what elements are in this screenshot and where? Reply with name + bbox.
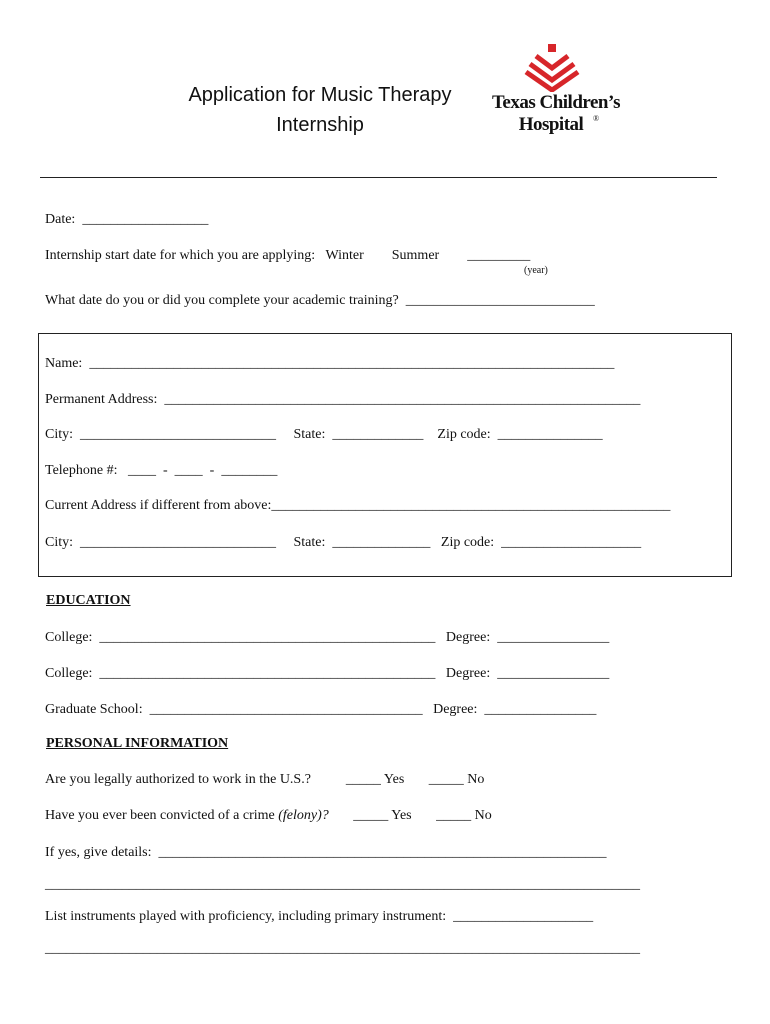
current-address-field[interactable]: Current Address if different from above:_________________________________________________________ (45, 498, 671, 513)
instruments-line[interactable]: _____________________________________________________________________________________ (45, 941, 640, 956)
current-city-state-zip-field[interactable]: City: ____________________________ State: ______________ Zip code: ____________________ (45, 535, 642, 550)
header-divider (40, 177, 717, 178)
year-label: (year) (524, 265, 548, 276)
felony-question-italic: (felony)? (278, 808, 329, 823)
details-field[interactable]: If yes, give details: ________________________________________________________________ (45, 845, 607, 860)
form-title-line-1: Application for Music Therapy (188, 84, 452, 106)
felony-question-options[interactable]: _____ Yes _____ No (328, 808, 492, 823)
permanent-address-field[interactable]: Permanent Address: ____________________________________________________________________ (45, 392, 641, 407)
logo-line-1: Texas Children’s (491, 92, 621, 113)
personal-information-heading: PERSONAL INFORMATION (46, 736, 229, 751)
registered-mark: ® (593, 114, 600, 123)
telephone-field[interactable]: Telephone #: ____ - ____ - ________ (45, 463, 278, 478)
work-authorization-question[interactable]: Are you legally authorized to work in the U.S.? _____ Yes _____ No (45, 772, 485, 787)
education-heading: EDUCATION (46, 593, 131, 608)
details-line[interactable]: _____________________________________________________________________________________ (45, 877, 640, 892)
city-state-zip-field[interactable]: City: ____________________________ State: _____________ Zip code: _______________ (45, 427, 603, 442)
academic-training-field[interactable]: What date do you or did you complete your academic training? ___________________________ (45, 293, 595, 308)
graduate-school-field[interactable]: Graduate School: _______________________________________ Degree: ________________ (45, 702, 597, 717)
name-field[interactable]: Name: ___________________________________________________________________________ (45, 356, 615, 371)
date-field[interactable]: Date: __________________ (45, 212, 209, 227)
logo-line-2: Hospital (518, 114, 584, 135)
college-field-1[interactable]: College: ________________________________________________ Degree: ________________ (45, 630, 610, 645)
logo-icon (522, 42, 582, 92)
instruments-field[interactable]: List instruments played with proficiency, including primary instrument: ____________________ (45, 909, 594, 924)
college-field-2[interactable]: College: ________________________________________________ Degree: ________________ (45, 666, 610, 681)
form-title-line-2: Internship (276, 114, 364, 136)
start-date-field[interactable]: Internship start date for which you are applying: Winter Summer _________ (45, 248, 531, 263)
felony-question[interactable] (45, 808, 492, 824)
felony-question-text: Have you ever been convicted of a crime (45, 808, 279, 823)
hospital-logo (486, 42, 626, 142)
